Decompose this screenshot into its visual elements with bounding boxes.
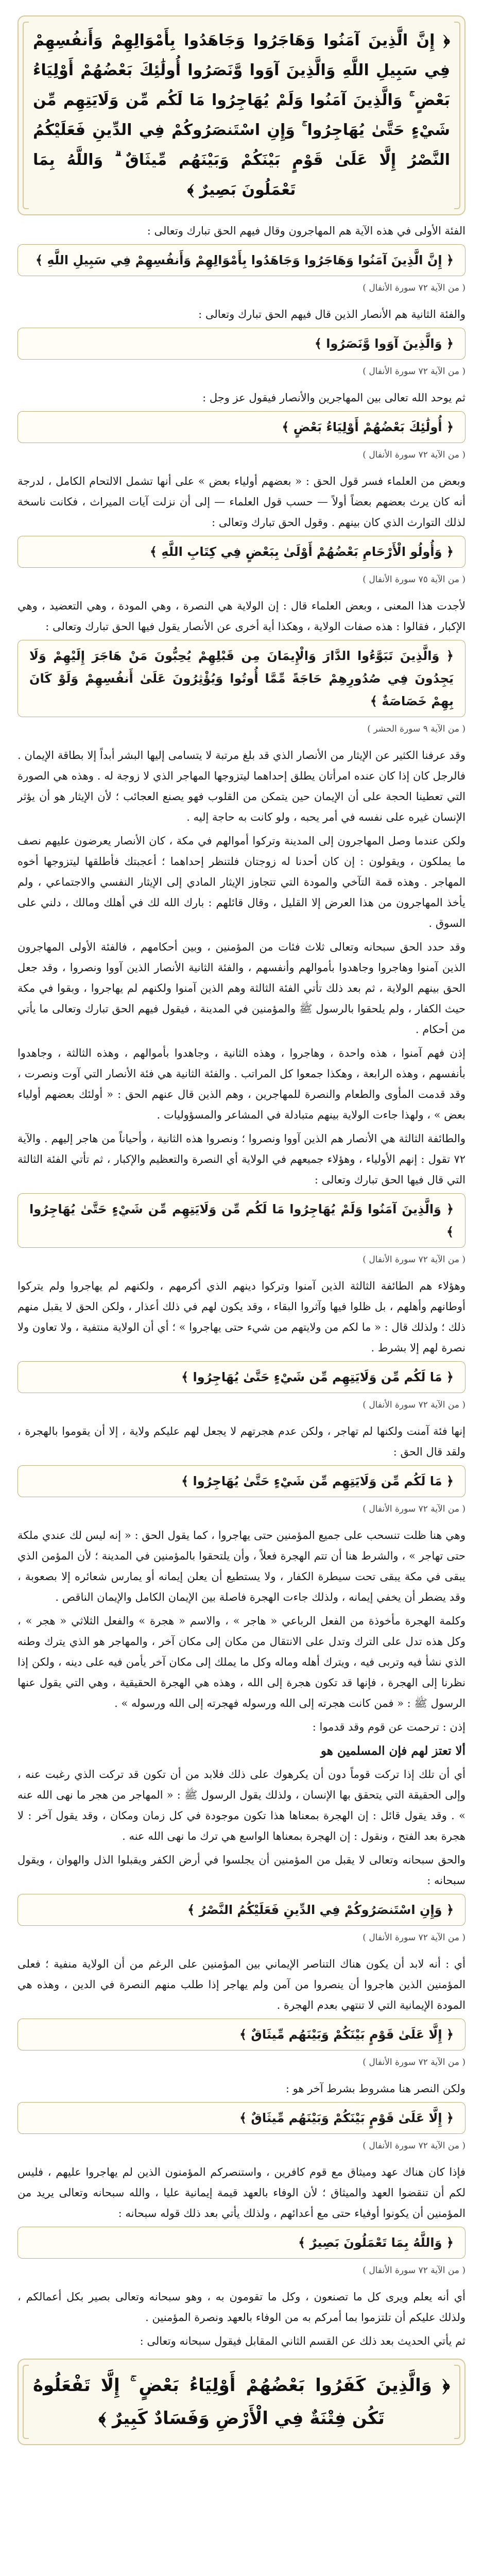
ayah-quote	[18, 1465, 465, 1497]
commentary-paragraph: وقد حدد الحق سبحانه وتعالى ثلاث فئات من المؤمنين ، وبين أحكامهم ، فالفئة الأولى المهاجرون الذين آمنوا وهاجروا وجاهدوا بأموالهم وأنفسهم ، والفئة الثانية الأنصار الذين آووا ونصروا ، وقد جعل الحق بينهم الولاية ، ثم بعد ذلك تأتي الفئة الثالثة وهم الذين آمنوا ولكنهم لم يهاجروا ، وبقوا في مكة حيث الكفار ، ولم يلحقوا بالرسول ﷺ والمؤمنين في المدينة ، فيقول فيهم الحق تبارك وتعالى ما يأتي من أحكام .	[18, 941, 465, 1036]
ayah-quote	[18, 2102, 465, 2134]
quran-verse-text-bottom: ﴿ وَالَّذِينَ كَفَرُوا بَعْضُهُمْ أَوْلِيَاءُ بَعْضٍ ۚ إِلَّا تَفْعَلُوهُ تَكُن فِتْنَةٌ فِي الْأَرْضِ وَفَسَادٌ كَبِيرٌ ﴾	[33, 2375, 450, 2429]
ayah-quote	[18, 640, 465, 717]
ayah-quote	[18, 411, 465, 443]
ayah-quote-text: ﴿ إِلَّا عَلَىٰ قَوْمٍ بَيْنَكُمْ وَبَيْنَهُم مِّيثَاقٌ ﴾	[239, 2027, 454, 2042]
ayah-quote	[18, 2019, 465, 2050]
commentary-paragraph: ثم يوحد الله تعالى بين المهاجرين والأنصار فيقول عز وجل :	[202, 392, 465, 404]
ayah-quote-text: ﴿ إِنَّ الَّذِينَ آمَنُوا وَهَاجَرُوا وَجَاهَدُوا بِأَمْوَالِهِمْ وَأَنفُسِهِمْ فِي سَبِيلِ اللَّهِ ﴾	[36, 253, 454, 267]
commentary-paragraph: أي أنه يعلم ويرى كل ما تصنعون ، وكل ما تقومون به ، وهو سبحانه وتعالى بصير بكل أعمالكم ، ولذلك عليكم أن تلتزموا بما أمركم به من الوفاء بالعهد ونصرة المؤمنين .	[18, 2291, 465, 2324]
commentary-paragraph: ولكن عندما وصل المهاجرون إلى المدينة وتركوا أموالهم في مكة ، كان الأنصار يعرضون عليهم نصف ما يملكون ، ويقولون : إن كان أحدنا له زوجتان فلتنظر إحداهما ؛ أعجبتك فأطلقها ليتزوجها أخوه المهاجر . وهذه قمة التآخي والمودة التي تتجاوز الإيثار المادي إلى الإيثار النفسي والاجتماعي ، ولم يأخذ المهاجرون من هذا العرض إلا القليل ، وقال قائلهم : بارك الله لك في أهلك ومالك ، دلني على السوق .	[18, 835, 465, 929]
ayah-quote	[18, 2227, 465, 2259]
ayah-quote-text: ﴿ وَاللَّهُ بِمَا تَعْمَلُونَ بَصِيرٌ ﴾	[298, 2235, 454, 2250]
ayah-quote-text: ﴿ وَإِنِ اسْتَنصَرُوكُمْ فِي الدِّينِ فَعَلَيْكُمُ النَّصْرُ ﴾	[187, 1903, 454, 1917]
ayah-quote	[18, 244, 465, 276]
verse-reference: ( من الآية ٧٢ سورة الأنفال )	[363, 1255, 465, 1265]
verse-reference: ( من الآية ٧٢ سورة الأنفال )	[363, 1504, 465, 1514]
ayah-quote-text: ﴿ مَا لَكُم مِّن وَلَايَتِهِم مِّن شَيْءٍ حَتَّىٰ يُهَاجِرُوا ﴾	[181, 1474, 454, 1488]
commentary-paragraph: أي : أنه لابد أن يكون هناك التناصر الإيماني بين المؤمنين على الرغم من أن الولاية منفية ؛ فعلى المؤمنين الذين هاجروا أن ينصروا من آمن ولم يهاجر إذا طلب منهم النصرة في الدين ، وهذه هي المودة الإيمانية التي لا تنتهي بعدم الهجرة .	[18, 1958, 465, 2011]
ayah-quote-text: ﴿ أُولَٰئِكَ بَعْضُهُمْ أَوْلِيَاءُ بَعْضٍ ﴾	[282, 420, 454, 434]
ayah-quote-text: ﴿ مَا لَكُم مِّن وَلَايَتِهِم مِّن شَيْءٍ حَتَّىٰ يُهَاجِرُوا ﴾	[181, 1370, 454, 1384]
ayah-quote-text: ﴿ وَالَّذِينَ آمَنُوا وَلَمْ يُهَاجِرُوا مَا لَكُم مِّن وَلَايَتِهِم مِّن شَيْءٍ حَتَّىٰ يُهَاجِرُوا ﴾	[29, 1202, 454, 1239]
ayah-quote	[18, 1894, 465, 1926]
commentary-paragraph: إذن : ترحمت عن قوم وقد قدموا :	[312, 1721, 465, 1733]
commentary-paragraph: لأجدت هذا المعنى ، وبعض العلماء قال : إن الولاية هي النصرة ، وهي المودة ، وهي التعضيد ، وهي الإكبار ، فقالوا : هذه صفات الولاية ، وهكذا أية أخرى عن الأنصار يقول فيها الحق تبارك وتعالى :	[18, 600, 465, 633]
verse-reference: ( من الآية ٧٥ سورة الأنفال )	[363, 574, 465, 585]
commentary-paragraph: فإذا كان هناك عهد وميثاق مع قوم كافرين ، واستنصركم المؤمنون الذين لم يهاجروا عليهم ، فليس لكم أن تنقضوا العهد والميثاق ؛ لأن الوفاء بالعهد قيمة إيمانية عليا ، والله سبحانه وتعالى يريد من المؤمنين أن يكونوا أوفياء حتى مع أعدائهم ، ولذلك يأتي بعد ذلك قوله سبحانه :	[18, 2166, 465, 2219]
commentary-paragraph: والطائفة الثالثة هي الأنصار هم الذين آووا ونصروا ؛ ونصروا هذه الثانية ، وأحياناً من هاجر إليهم . والآية ٧٢ تقول : إنهم الأولياء ، وهؤلاء جميعهم في الولاية أي النصرة والتعظيم والإكبار ، ثم تأتي الفئة الثالثة التي قال فيها الحق تبارك وتعالى :	[18, 1132, 465, 1186]
verse-reference: ( من الآية ٧٢ سورة الأنفال )	[363, 2141, 465, 2151]
commentary-paragraph: وقد عرفنا الكثير عن الإيثار من الأنصار الذي قد بلغ مرتبة لا يتسامى إليها البشر أبداً إلا بطاقة الإيمان . فالرجل كان إذا كان عنده امرأتان يطلق إحداهما ليتزوجها المهاجر الذي لا زوجة له . وهذه هي الصورة التي تعطينا الحجة على أن الإيمان حين يتمكن من القلوب فهو يصنع العجائب ؛ لأن الإيثار هو أن يؤثر الإنسان غيره على نفسه في أمر يحبه ، ولو كانت به حاجة إليه .	[18, 749, 465, 823]
ayah-quote	[18, 536, 465, 568]
verse-reference: ( من الآية ٧٢ سورة الأنفال )	[363, 2265, 465, 2276]
ayah-quote	[18, 1361, 465, 1393]
verse-reference: ( من الآية ٧٢ سورة الأنفال )	[363, 2057, 465, 2067]
verse-reference: ( من الآية ٧٢ سورة الأنفال )	[363, 450, 465, 460]
verse-reference: ( من الآية ٧٢ سورة الأنفال )	[363, 366, 465, 377]
verse-reference: ( من الآية ٩ سورة الحشر )	[367, 724, 465, 734]
commentary-paragraph: والفئة الثانية هم الأنصار الذين قال فيهم الحق تبارك وتعالى :	[198, 308, 465, 320]
verse-reference: ( من الآية ٧٢ سورة الأنفال )	[363, 1933, 465, 1943]
ayah-quote-text: ﴿ وَالَّذِينَ تَبَوَّءُوا الدَّارَ وَالْإِيمَانَ مِن قَبْلِهِمْ يُحِبُّونَ مَنْ هَاجَرَ إِلَيْهِمْ وَلَا يَجِدُونَ فِي صُدُورِهِمْ حَاجَةً مِّمَّا أُوتُوا وَيُؤْثِرُونَ عَلَىٰ أَنفُسِهِمْ وَلَوْ كَانَ بِهِمْ خَصَاصَةٌ ﴾	[29, 649, 454, 708]
verse-reference: ( من الآية ٧٢ سورة الأنفال )	[363, 283, 465, 293]
commentary-paragraph: أي أن تلك إذا تركت قوماً دون أن يكرهوك على ذلك فلابد من أن تكون قد تركت الذي رغبت عنه ، وإلى الحقيقة التي يتحقق بها الإنسان ، ولذلك يقول الرسول ﷺ : « المهاجر من هجر ما نهى الله عنه » . وقد يقول قائل : إن الهجرة بمعناها هذا تكون موجودة في كل زمان ومكان ، وقد يقول آخر : لا هجرة بعد الفتح ، ونقول : إن الهجرة بمعناها الواسع هي ترك ما نهى الله عنه .	[18, 1768, 465, 1842]
commentary-paragraph: ثم يأتي الحديث بعد ذلك عن القسم الثاني المقابل فيقول سبحانه وتعالى :	[140, 2335, 465, 2347]
commentary-paragraph: وهي هنا ظلت تنسحب على جميع المؤمنين حتى يهاجروا ، كما يقول الحق : « إنه ليس لك عندي ملكة حتى تهاجر » ، والشرط هنا أن تتم الهجرة فعلاً ، وأن يلتحقوا بالمؤمنين في المدينة ؛ لأن المؤمن الذي يبقى في مكة يبقى تحت سيطرة الكفار ، ولا يستطيع أن يعلن إيمانه أو يمارس شعائره إلا بصعوبة ، وقد يضطر أن يخفي إيمانه ، ولذلك جاءت الهجرة فاصلة بين الإيمان الكامل والإيمان الناقص .	[18, 1529, 465, 1603]
ayah-quote	[18, 1193, 465, 1248]
ayah-quote-text: ﴿ إِلَّا عَلَىٰ قَوْمٍ بَيْنَكُمْ وَبَيْنَهُم مِّيثَاقٌ ﴾	[239, 2111, 454, 2125]
quran-verse-frame	[18, 15, 465, 215]
ayah-quote-text: ﴿ وَالَّذِينَ آوَوا وَّنَصَرُوا ﴾	[314, 336, 454, 351]
commentary-paragraph: الفئة الأولى في هذه الآية هم المهاجرون وقال فيهم الحق تبارك وتعالى :	[147, 225, 465, 237]
quran-verse-text: ﴿ إِنَّ الَّذِينَ آمَنُوا وَهَاجَرُوا وَجَاهَدُوا بِأَمْوَالِهِمْ وَأَنفُسِهِمْ فِي سَبِيلِ اللَّهِ وَالَّذِينَ آوَوا وَّنَصَرُوا أُولَٰئِكَ بَعْضُهُمْ أَوْلِيَاءُ بَعْضٍ ۚ وَالَّذِينَ آمَنُوا وَلَمْ يُهَاجِرُوا مَا لَكُم مِّن وَلَايَتِهِم مِّن شَيْءٍ حَتَّىٰ يُهَاجِرُوا ۚ وَإِنِ اسْتَنصَرُوكُمْ فِي الدِّينِ فَعَلَيْكُمُ النَّصْرُ إِلَّا عَلَىٰ قَوْمٍ بَيْنَكُمْ وَبَيْنَهُم مِّيثَاقٌ ۗ وَاللَّهُ بِمَا تَعْمَلُونَ بَصِيرٌ ﴾	[33, 31, 450, 199]
commentary-paragraph: وبعض من العلماء فسر قول الحق : « بعضهم أولياء بعض » على أنها تشمل الالتحام الكامل ، لدرجة أنه كان يرث بعضهم بعضاً أولاً — حسب قول العلماء — إلى أن نزلت آيات الميراث ، فكانت ناسخة لذلك التوارث الذي كان بينهم . وقول الحق تبارك وتعالى :	[18, 475, 465, 529]
commentary-paragraph: وكلمة الهجرة مأخوذة من الفعل الرباعي « هاجر » ، والاسم « هجرة » والفعل الثلاثي « هجر » ، وكل هذه تدل على الترك وتدل على الانتقال من مكان إلى مكان آخر ، والمهاجر هو الذي يترك وطنه الذي نشأ فيه وتربى فيه ، ويترك أهله وماله وكل ما يملك إلى مكان آخر يأمن فيه على دينه ، ولكن إذا نظرنا إلى الهجرة ، فإنها قد تكون هجرة إلى الله ، وهذه هي الهجرة الحقيقية ، وهي التي يقول عنها الرسول ﷺ : « فمن كانت هجرته إلى الله ورسوله فهجرته إلى الله ورسوله » .	[18, 1615, 465, 1709]
verse-reference: ( من الآية ٧٢ سورة الأنفال )	[363, 1400, 465, 1410]
ayah-quote	[18, 328, 465, 360]
commentary-body	[18, 221, 465, 2351]
quran-verse-frame-bottom	[18, 2359, 465, 2445]
commentary-paragraph: إذن فهم آمنوا ، هذه واحدة ، وهاجروا ، وهذه الثانية ، وجاهدوا بأموالهم ، وهذه الثالثة ، وجاهدوا بأنفسهم ، وهذه الرابعة ، وهكذا جمعوا كل المراتب . والفئة الثانية هي فئة الأنصار التي آوت ونصرت ، وقد قدمت المأوى والطعام والنصرة للمهاجرين ، وهم الذين قال عنهم الحق : « أولئك بعضهم أولياء بعض » ، ولهذا جاءت الولاية بينهم متبادلة في المشاعر والمسؤوليات .	[18, 1047, 465, 1121]
commentary-paragraph: ولكن النصر هنا مشروط بشرط آخر هو :	[285, 2082, 465, 2095]
commentary-paragraph: وهؤلاء هم الطائفة الثالثة الذين آمنوا وتركوا دينهم الذي أكرمهم ، ولكنهم لم يهاجروا ولم يتركوا أوطانهم وأهلهم ، بل ظلوا فيها وآثروا البقاء ، وقد يكون لهم في ذلك أعذار ، ولكن الحق لا يقبل منهم ذلك ؛ ولذلك قال : « ما لكم من ولايتهم من شيء حتى يهاجروا » ؛ أي أن الولاية منتفية ، ولا تعاون ولا نصرة لهم إلا بشرط .	[18, 1280, 465, 1354]
ayah-quote-text: ﴿ وَأُولُو الْأَرْحَامِ بَعْضُهُمْ أَوْلَىٰ بِبَعْضٍ فِي كِتَابِ اللَّهِ ﴾	[149, 545, 454, 559]
commentary-paragraph: إنها فئة آمنت ولكنها لم تهاجر ، ولكن عدم هجرتهم لا يجعل لهم عليكم ولاية ، إلا أن يقوموا بالهجرة ، ولقد قال الحق :	[18, 1425, 465, 1458]
poem-line: ألا تعتز لهم فإن المسلمين هو	[320, 1744, 465, 1758]
commentary-paragraph: والحق سبحانه وتعالى لا يقبل من المؤمنين أن يجلسوا في أرض الكفر ويقبلوا الذل والهوان ، ويقول سبحانه :	[18, 1854, 465, 1887]
